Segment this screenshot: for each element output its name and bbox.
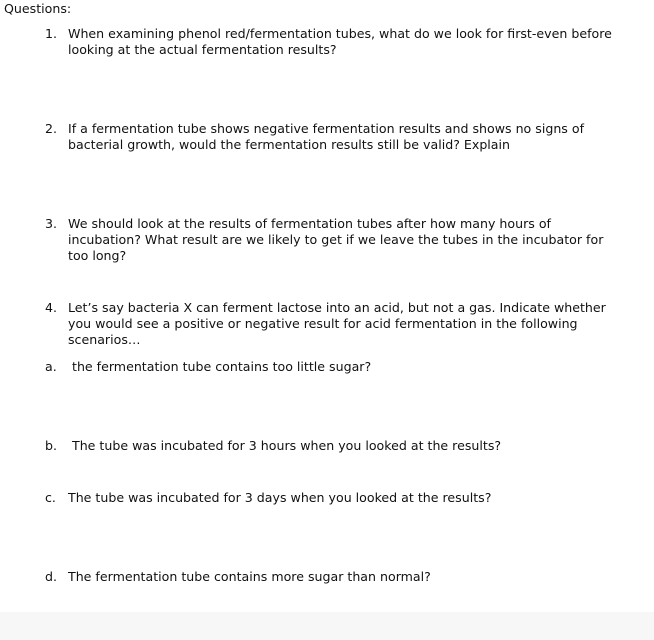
question-number: 3.: [45, 216, 58, 231]
subquestion-letter: b.: [45, 438, 57, 453]
question-number: 4.: [45, 300, 58, 315]
question-text: We should look at the results of fermentation tubes after how many hours of incubation? What result are we likely to get if we leave the tubes in the incubator for too long?: [68, 216, 604, 263]
subquestion-text: the fermentation tube contains too little sugar?: [72, 359, 372, 374]
question-text: When examining phenol red/fermentation tubes, what do we look for first-even before looking at the actual fermentation results?: [68, 26, 612, 57]
question-number: 2.: [45, 121, 58, 136]
question-text: Let’s say bacteria X can ferment lactose into an acid, but not a gas. Indicate whether you would see a positive or negative result for acid fermentation in the following scenarios…: [68, 300, 606, 347]
subquestion-letter: a.: [45, 359, 57, 374]
page-bottom-band: [0, 612, 654, 640]
subquestion-text: The tube was incubated for 3 days when you looked at the results?: [68, 490, 492, 505]
subquestion-text: The fermentation tube contains more sugar than normal?: [68, 569, 431, 584]
question-text: If a fermentation tube shows negative fermentation results and shows no signs of bacterial growth, would the fermentation results still be valid? Explain: [68, 121, 584, 152]
subquestion-letter: d.: [45, 569, 57, 584]
subquestion-letter: c.: [45, 490, 56, 505]
page-heading: Questions:: [4, 1, 72, 16]
question-number: 1.: [45, 26, 58, 41]
subquestion-text: The tube was incubated for 3 hours when you looked at the results?: [72, 438, 502, 453]
